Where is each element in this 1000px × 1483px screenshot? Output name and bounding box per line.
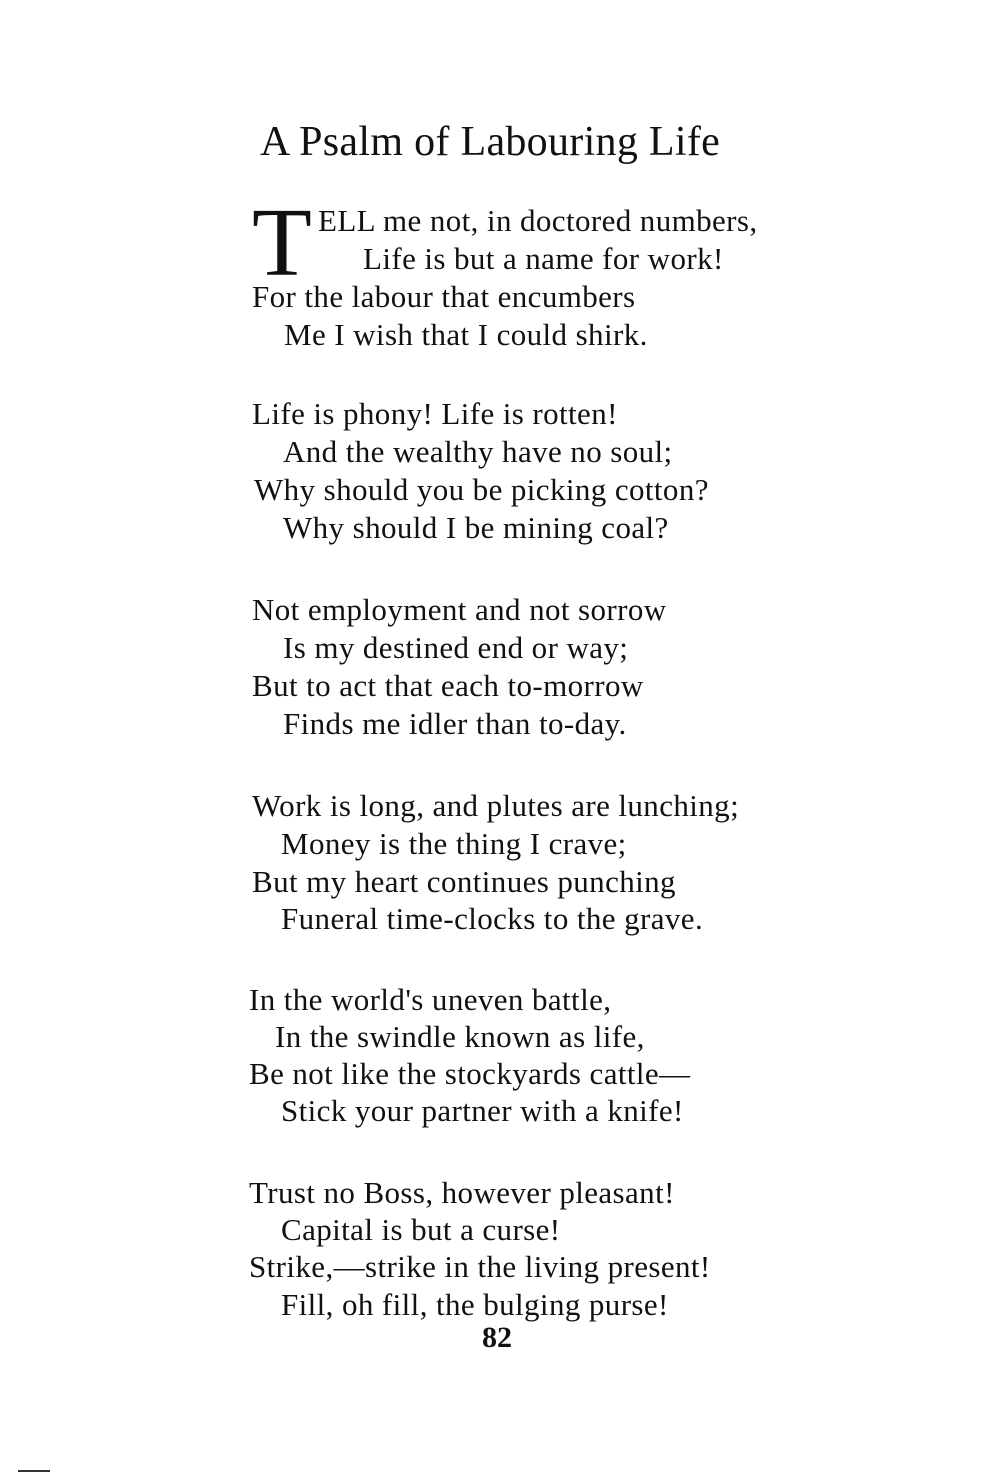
poem-line: In the world's uneven battle, (249, 982, 612, 1017)
poem-line: Capital is but a curse! (281, 1212, 561, 1247)
page-title: A Psalm of Labouring Life (260, 119, 721, 165)
poem-line: For the labour that encumbers (252, 279, 636, 314)
page-number: 82 (482, 1321, 512, 1354)
poem-line: ELL me not, in doctored numbers, (318, 203, 758, 238)
poem-line: And the wealthy have no soul; (283, 434, 673, 469)
poem-line: But to act that each to-morrow (252, 668, 644, 703)
poem-line: In the swindle known as life, (275, 1019, 645, 1054)
poem-line: Why should I be mining coal? (283, 510, 669, 545)
poem-line: Me I wish that I could shirk. (284, 317, 648, 352)
poem-line: Why should you be picking cotton? (254, 472, 709, 507)
poem-line: Fill, oh fill, the bulging purse! (281, 1287, 669, 1322)
poem-line: Be not like the stockyards cattle— (249, 1056, 691, 1091)
poem-line: Finds me idler than to-day. (283, 706, 627, 741)
drop-cap: T (252, 189, 312, 297)
footer-rule (18, 1470, 50, 1472)
poem-line: Trust no Boss, however pleasant! (249, 1175, 675, 1210)
poem-line: Life is but a name for work! (363, 241, 724, 276)
poem-line: Money is the thing I crave; (281, 826, 627, 861)
poem-line: Work is long, and plutes are lunching; (252, 788, 740, 823)
poem-line: Not employment and not sorrow (252, 592, 667, 627)
poem-line: Strike,—strike in the living present! (249, 1249, 711, 1284)
poem-line: Stick your partner with a knife! (281, 1093, 684, 1128)
poem-line: Funeral time-clocks to the grave. (281, 901, 704, 936)
poem-line: But my heart continues punching (252, 864, 676, 899)
poem-line: Life is phony! Life is rotten! (252, 396, 618, 431)
poem-line: Is my destined end or way; (283, 630, 629, 665)
